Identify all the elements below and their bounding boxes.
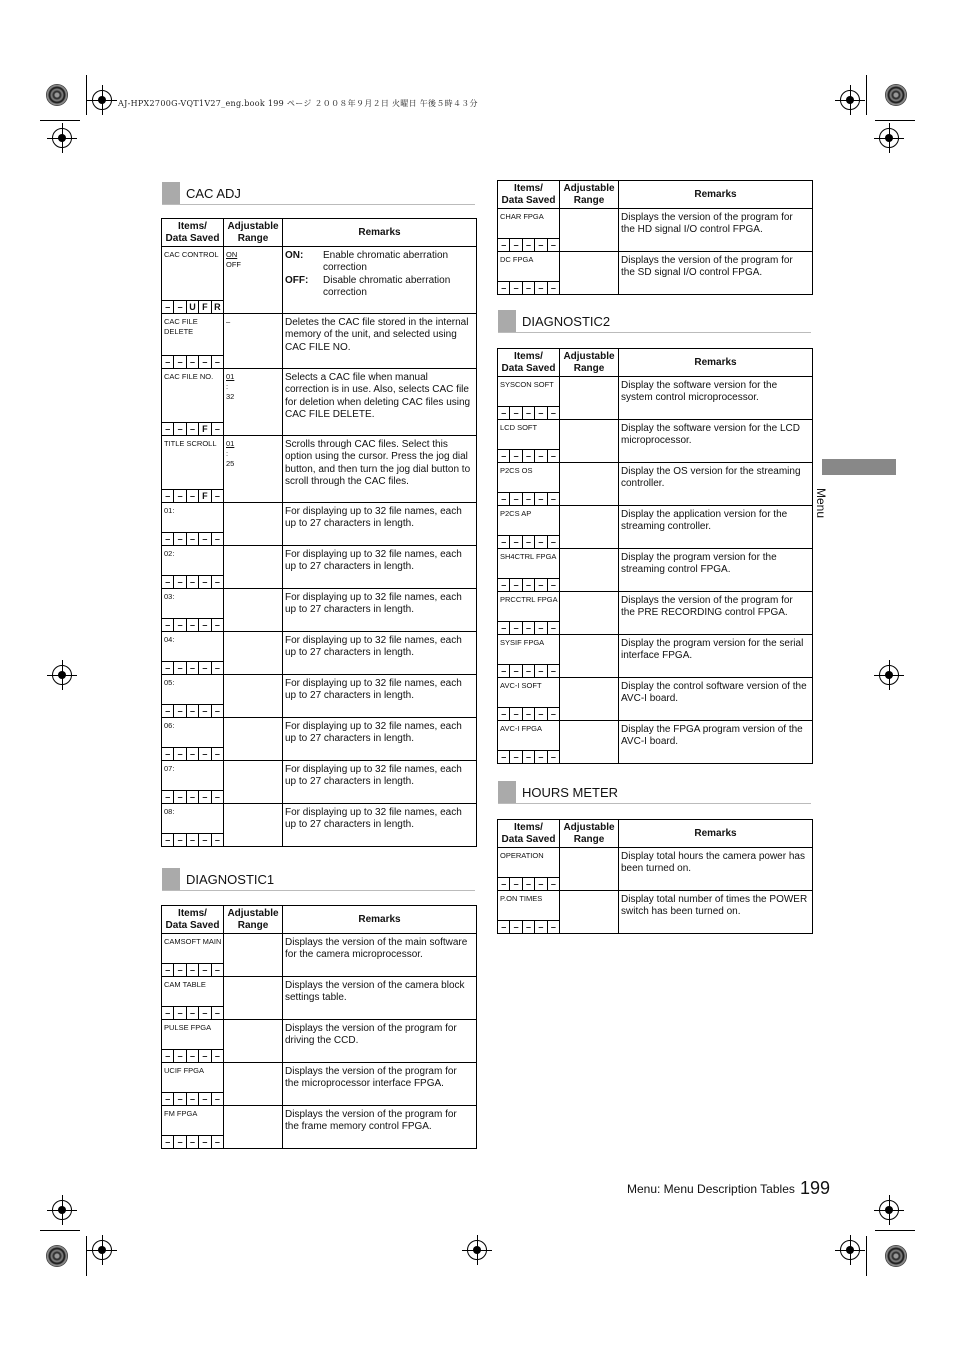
item-name: 08: bbox=[164, 807, 175, 816]
save-flags: – – – – – bbox=[498, 449, 559, 462]
side-tab-label: Menu bbox=[814, 488, 828, 519]
save-flags: – – – – – bbox=[498, 750, 559, 763]
save-flags: – – – – – bbox=[498, 406, 559, 419]
save-flags: – – – – – bbox=[162, 963, 223, 976]
section-title-cac-adj bbox=[162, 182, 475, 205]
remarks-text: Display the software version for the system control microprocessor. bbox=[621, 380, 778, 404]
remarks-text: Displays the version of the program for the PRE RECORDING control FPGA. bbox=[621, 595, 793, 619]
table-row bbox=[162, 761, 477, 804]
table-row bbox=[162, 632, 477, 675]
item-name: AVC-I SOFT bbox=[500, 681, 542, 690]
remarks-text: For displaying up to 32 file names, each up to 27 characters in length. bbox=[285, 764, 462, 788]
item-name: SYSIF FPGA bbox=[500, 638, 545, 647]
item-name: CAC FILE DELETE bbox=[164, 317, 198, 336]
section-title-diagnostic2 bbox=[498, 310, 811, 333]
save-flags: – – – – – bbox=[498, 621, 559, 634]
table-row bbox=[162, 503, 477, 546]
item-name: 01: bbox=[164, 506, 175, 515]
table-row bbox=[162, 1020, 477, 1063]
crop-line bbox=[40, 1230, 80, 1231]
table-row bbox=[162, 977, 477, 1020]
remarks-text: Displays the version of the program for the frame memory control FPGA. bbox=[285, 1109, 457, 1133]
remarks-text: Display the software version for the LCD microprocessor. bbox=[621, 423, 800, 447]
section-title-text: DIAGNOSTIC1 bbox=[186, 872, 275, 887]
save-flags: – – – F – bbox=[162, 422, 223, 435]
item-name: CHAR FPGA bbox=[500, 212, 544, 221]
save-flags: – – – – – bbox=[498, 535, 559, 548]
crop-line bbox=[86, 75, 87, 115]
save-flags: – – – – – bbox=[162, 355, 223, 368]
save-flags: – – – – – bbox=[162, 575, 223, 588]
remarks-text: ON: Enable chromatic aberration correction OFF: Disable chromatic aberration correction bbox=[285, 250, 451, 299]
registration-target-icon bbox=[885, 84, 907, 106]
section-title-hours-meter bbox=[498, 781, 811, 804]
save-flags: – – – – – bbox=[162, 1049, 223, 1062]
save-flags: – – – – – bbox=[498, 707, 559, 720]
remarks-text: Selects a CAC file when manual correction is in use. Also, selects CAC file for deletion when deleting CAC files using CAC FILE DELETE. bbox=[285, 372, 471, 421]
table-row bbox=[498, 592, 813, 635]
crop-mark-icon bbox=[467, 1240, 487, 1260]
item-name: CAC FILE NO. bbox=[164, 372, 214, 381]
crop-mark-icon bbox=[52, 665, 72, 685]
item-name: 05: bbox=[164, 678, 175, 687]
remarks-text: For displaying up to 32 file names, each up to 27 characters in length. bbox=[285, 549, 462, 573]
save-flags: – – – – – bbox=[162, 833, 223, 846]
col-header-remarks: Remarks bbox=[283, 219, 477, 247]
section-title-text: DIAGNOSTIC2 bbox=[522, 314, 611, 329]
item-name: LCD SOFT bbox=[500, 423, 538, 432]
crop-mark-icon bbox=[879, 128, 899, 148]
remarks-text: Display total number of times the POWER switch has been turned on. bbox=[621, 894, 808, 918]
table-row bbox=[498, 721, 813, 764]
crop-mark-icon bbox=[52, 1200, 72, 1220]
col-header-range: Adjustable Range bbox=[224, 219, 283, 247]
table-row bbox=[498, 848, 813, 891]
crop-mark-icon bbox=[879, 665, 899, 685]
remarks-text: For displaying up to 32 file names, each up to 27 characters in length. bbox=[285, 635, 462, 659]
item-name: 03: bbox=[164, 592, 175, 601]
item-name: P2CS AP bbox=[500, 509, 532, 518]
table-row bbox=[498, 506, 813, 549]
item-name: CAM TABLE bbox=[164, 980, 206, 989]
item-name: 06: bbox=[164, 721, 175, 730]
item-name: P2CS OS bbox=[500, 466, 533, 475]
table-row bbox=[498, 678, 813, 721]
col-header-items: Items/ Data Saved bbox=[498, 820, 560, 848]
remarks-text: For displaying up to 32 file names, each up to 27 characters in length. bbox=[285, 721, 462, 745]
table-row bbox=[162, 546, 477, 589]
save-flags: – – – – – bbox=[162, 1092, 223, 1105]
col-header-range: Adjustable Range bbox=[560, 181, 619, 209]
crop-mark-icon bbox=[92, 90, 112, 110]
table-row bbox=[498, 420, 813, 463]
item-name: 02: bbox=[164, 549, 175, 558]
save-flags: – – – – – bbox=[498, 664, 559, 677]
remarks-text: Displays the version of the program for the SD signal I/O control FPGA. bbox=[621, 255, 793, 279]
crop-line bbox=[40, 120, 80, 121]
save-flags: – – – – – bbox=[498, 492, 559, 505]
registration-target-icon bbox=[885, 1245, 907, 1267]
crop-line bbox=[875, 1230, 915, 1231]
save-flags: – – – – – bbox=[498, 578, 559, 591]
remarks-text: Deletes the CAC file stored in the internal memory of the unit, and selected using CAC FILE NO. bbox=[285, 317, 469, 353]
remarks-text: Display the FPGA program version of the AVC-I board. bbox=[621, 724, 803, 748]
table-row bbox=[162, 247, 477, 314]
remarks-text: Display total hours the camera power has been turned on. bbox=[621, 851, 805, 875]
save-flags: – – – – – bbox=[162, 790, 223, 803]
save-flags: – – – F – bbox=[162, 489, 223, 502]
section-title-bar bbox=[498, 781, 516, 803]
item-name: CAMSOFT MAIN bbox=[164, 937, 222, 946]
range-value: 01 : 25 bbox=[226, 439, 235, 468]
table-row bbox=[498, 463, 813, 506]
crop-mark-icon bbox=[840, 90, 860, 110]
remarks-text: Displays the version of the program for the microprocessor interface FPGA. bbox=[285, 1066, 457, 1090]
hours-meter-table bbox=[497, 819, 813, 934]
remarks-text: For displaying up to 32 file names, each up to 27 characters in length. bbox=[285, 678, 462, 702]
crop-mark-icon bbox=[92, 1240, 112, 1260]
table-row bbox=[162, 1106, 477, 1149]
table-row bbox=[498, 377, 813, 420]
save-flags: – – – – – bbox=[162, 1135, 223, 1148]
diagnostic1-table bbox=[161, 905, 477, 1149]
section-title-text: CAC ADJ bbox=[186, 186, 241, 201]
table-row bbox=[498, 209, 813, 252]
section-title-bar bbox=[162, 868, 180, 890]
table-row bbox=[162, 934, 477, 977]
footer-text: Menu: Menu Description Tables bbox=[627, 1182, 795, 1196]
crop-line bbox=[866, 1236, 867, 1276]
table-row bbox=[162, 314, 477, 369]
item-name: UCIF FPGA bbox=[164, 1066, 205, 1075]
item-name: PRCCTRL FPGA bbox=[500, 595, 558, 604]
col-header-items: Items/ Data Saved bbox=[162, 219, 224, 247]
save-flags: – – – – – bbox=[498, 238, 559, 251]
save-flags: – – – – – bbox=[498, 920, 559, 933]
table-row bbox=[498, 891, 813, 934]
crop-line bbox=[86, 1236, 87, 1276]
col-header-range: Adjustable Range bbox=[560, 349, 619, 377]
remarks-text: Displays the version of the program for driving the CCD. bbox=[285, 1023, 457, 1047]
remarks-text: Display the OS version for the streaming controller. bbox=[621, 466, 801, 490]
col-header-items: Items/ Data Saved bbox=[162, 906, 224, 934]
diagnostic1-continued-table bbox=[497, 180, 813, 295]
table-row bbox=[162, 718, 477, 761]
print-metadata: AJ-HPX2700G-VQT1V27_eng.book 199 ページ ２００８年９月２日 火曜日 午後５時４３分 bbox=[118, 99, 478, 108]
diagnostic2-table bbox=[497, 348, 813, 764]
crop-mark-icon bbox=[52, 128, 72, 148]
remarks-text: Displays the version of the main software for the camera microprocessor. bbox=[285, 937, 468, 961]
col-header-range: Adjustable Range bbox=[560, 820, 619, 848]
registration-target-icon bbox=[46, 84, 68, 106]
item-name: FM FPGA bbox=[164, 1109, 198, 1118]
item-name: TITLE SCROLL bbox=[164, 439, 217, 448]
save-flags: – – – – – bbox=[162, 1006, 223, 1019]
side-tab-marker bbox=[822, 459, 896, 475]
section-title-bar bbox=[498, 310, 516, 332]
table-row bbox=[498, 549, 813, 592]
remarks-text: Display the control software version of the AVC-I board. bbox=[621, 681, 807, 705]
col-header-range: Adjustable Range bbox=[224, 906, 283, 934]
item-name: AVC-I FPGA bbox=[500, 724, 542, 733]
crop-line bbox=[875, 120, 915, 121]
item-name: PULSE FPGA bbox=[164, 1023, 212, 1032]
item-name: 04: bbox=[164, 635, 175, 644]
remarks-text: For displaying up to 32 file names, each up to 27 characters in length. bbox=[285, 592, 462, 616]
range-value: ON OFF bbox=[226, 250, 241, 269]
table-row bbox=[162, 1063, 477, 1106]
item-name: SYSCON SOFT bbox=[500, 380, 554, 389]
table-row bbox=[162, 804, 477, 847]
col-header-remarks: Remarks bbox=[619, 820, 813, 848]
item-name: 07: bbox=[164, 764, 175, 773]
crop-line bbox=[866, 75, 867, 115]
save-flags: – – – – – bbox=[498, 877, 559, 890]
save-flags: – – – – – bbox=[498, 281, 559, 294]
item-name: P.ON TIMES bbox=[500, 894, 543, 903]
table-row bbox=[162, 436, 477, 503]
col-header-remarks: Remarks bbox=[283, 906, 477, 934]
table-row bbox=[162, 369, 477, 436]
item-name: OPERATION bbox=[500, 851, 544, 860]
remarks-text: Scrolls through CAC files. Select this option using the cursor. Press the jog dial button, and then turn the jog dial button to scroll through the CAC files. bbox=[285, 439, 471, 488]
section-title-text: HOURS METER bbox=[522, 785, 619, 800]
item-name: CAC CONTROL bbox=[164, 250, 219, 259]
save-flags: – – U F R bbox=[162, 300, 223, 313]
table-row bbox=[498, 252, 813, 295]
table-row bbox=[498, 635, 813, 678]
section-title-diagnostic1 bbox=[162, 868, 475, 891]
crop-mark-icon bbox=[840, 1240, 860, 1260]
item-name: SH4CTRL FPGA bbox=[500, 552, 557, 561]
section-title-bar bbox=[162, 182, 180, 204]
save-flags: – – – – – bbox=[162, 618, 223, 631]
table-row bbox=[162, 589, 477, 632]
range-value: – bbox=[226, 317, 231, 326]
registration-target-icon bbox=[46, 1245, 68, 1267]
remarks-text: Displays the version of the program for the HD signal I/O control FPGA. bbox=[621, 212, 793, 236]
save-flags: – – – – – bbox=[162, 661, 223, 674]
save-flags: – – – – – bbox=[162, 704, 223, 717]
remarks-text: For displaying up to 32 file names, each up to 27 characters in length. bbox=[285, 807, 462, 831]
remarks-text: Displays the version of the camera block settings table. bbox=[285, 980, 465, 1004]
range-value: 01 : 32 bbox=[226, 372, 235, 401]
remarks-text: Display the application version for the streaming controller. bbox=[621, 509, 788, 533]
remarks-text: For displaying up to 32 file names, each up to 27 characters in length. bbox=[285, 506, 462, 530]
col-header-remarks: Remarks bbox=[619, 349, 813, 377]
cac-adj-table bbox=[161, 218, 477, 847]
remarks-text: Display the program version for the serial interface FPGA. bbox=[621, 638, 804, 662]
col-header-remarks: Remarks bbox=[619, 181, 813, 209]
col-header-items: Items/ Data Saved bbox=[498, 181, 560, 209]
page-number: 199 bbox=[800, 1178, 831, 1198]
remarks-text: Display the program version for the streaming control FPGA. bbox=[621, 552, 777, 576]
crop-mark-icon bbox=[879, 1200, 899, 1220]
item-name: DC FPGA bbox=[500, 255, 534, 264]
save-flags: – – – – – bbox=[162, 747, 223, 760]
table-row bbox=[162, 675, 477, 718]
save-flags: – – – – – bbox=[162, 532, 223, 545]
col-header-items: Items/ Data Saved bbox=[498, 349, 560, 377]
